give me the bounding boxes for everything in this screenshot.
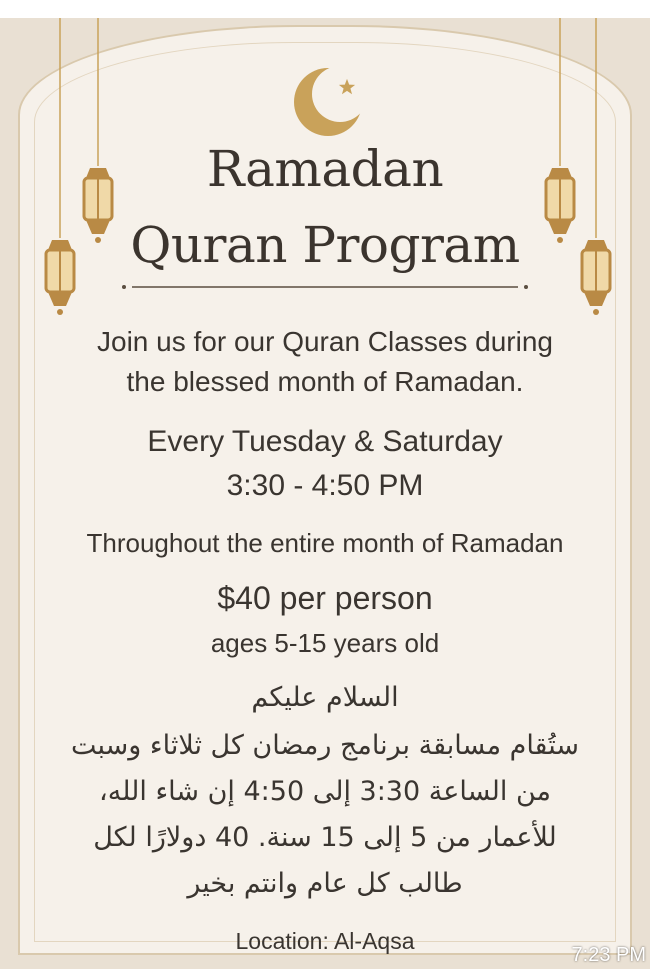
status-bar-time: 7:23 PM — [571, 944, 646, 966]
price-text: $40 per person — [217, 580, 433, 616]
lantern-icon — [76, 18, 120, 248]
location-text: Location: Al-Aqsa — [235, 928, 415, 954]
arabic-line-3: للأعمار من 5 إلى 15 سنة. 40 دولارًا لكل — [93, 822, 557, 853]
duration-text: Throughout the entire month of Ramadan — [86, 528, 564, 558]
schedule-time: 3:30 - 4:50 PM — [226, 469, 424, 502]
schedule-days: Every Tuesday & Saturday — [147, 425, 503, 458]
star-icon — [338, 78, 356, 96]
intro-text — [0, 322, 650, 402]
arabic-greeting: السلام عليكم — [251, 682, 399, 713]
crescent-moon-icon — [290, 62, 370, 142]
title-line-2: Quran Program — [130, 216, 520, 274]
title-divider — [118, 282, 532, 292]
title-line-1: Ramadan — [206, 140, 444, 198]
ages-text: ages 5-15 years old — [210, 628, 440, 658]
arabic-line-1: ستُقام مسابقة برنامج رمضان كل ثلاثاء وسبت — [71, 730, 579, 761]
arabic-line-2: من الساعة 3:30 إلى 4:50 إن شاء الله، — [99, 776, 551, 807]
schedule — [0, 420, 650, 508]
top-strip — [0, 0, 650, 18]
intro-line-2: the blessed month of Ramadan. — [126, 366, 524, 397]
intro-line-1: Join us for our Quran Classes during — [97, 326, 553, 357]
arabic-line-4: طالب كل عام وانتم بخير — [187, 868, 463, 899]
